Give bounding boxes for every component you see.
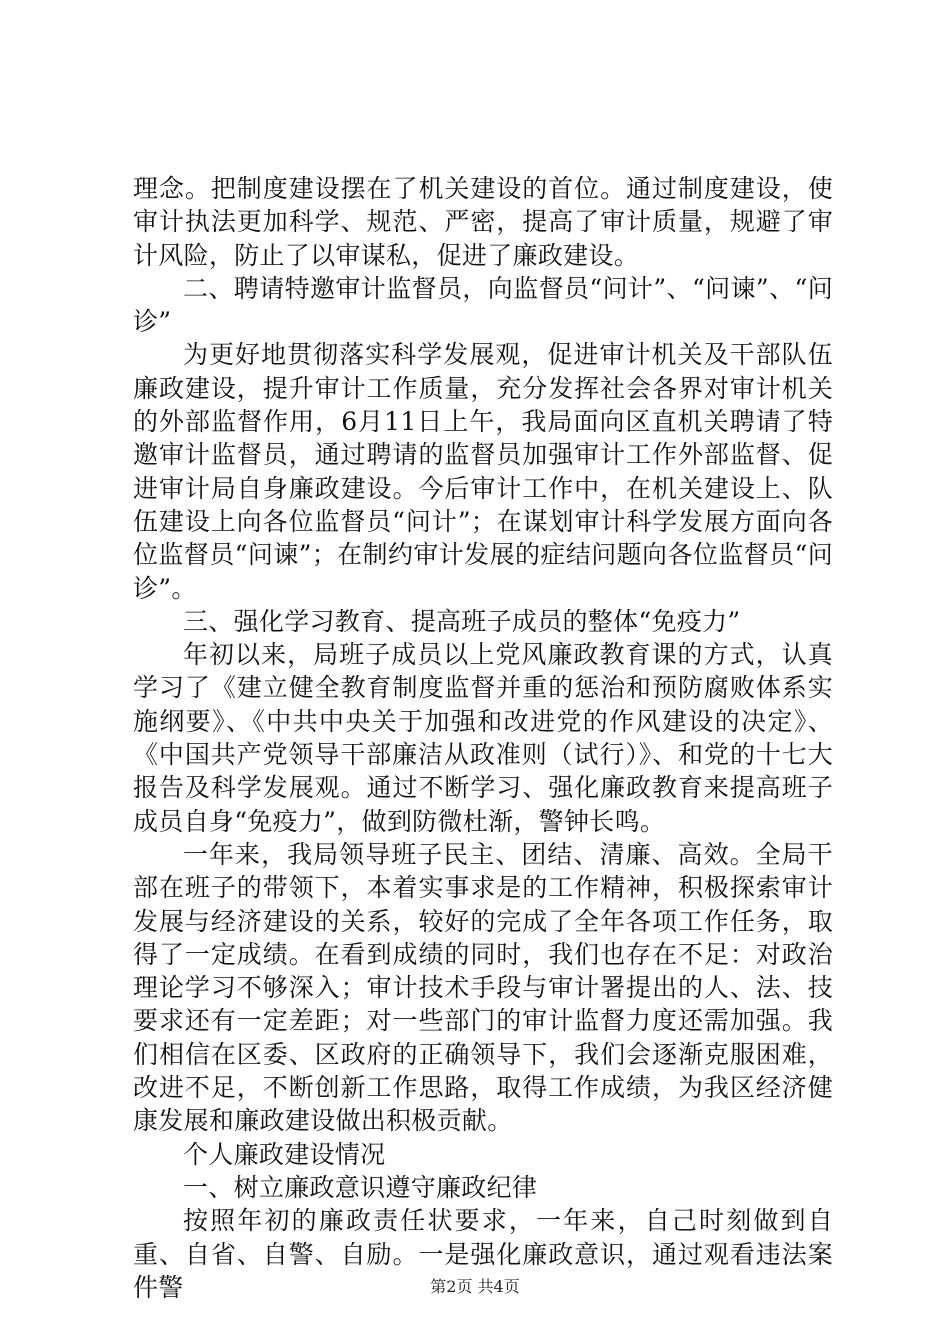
paragraph-continuation: 理念。把制度建设摆在了机关建设的首位。通过制度建设，使审计执法更加科学、规范、严密，提高了审计质量，规避了审计风险，防止了以审谋私，促进了廉政建设。: [133, 174, 833, 270]
paragraph-body: 年初以来，局班子成员以上党风廉政教育课的方式，认真学习了《建立健全教育制度监督并重的惩治和预防腐败体系实施纲要》、《中共中央关于加强和改进党的作风建设的决定》、《中国共产党领导干部廉洁从政准则（试行）》、和党的十七大报告及科学发展观。通过不断学习、强化廉政教育来提高班子成员自身“免疫力”，做到防微杜渐，警钟长鸣。: [133, 640, 833, 836]
section-heading-2: 二、聘请特邀审计监督员，向监督员“问计”、“问谏”、“问诊”: [133, 273, 833, 337]
section-heading-personal-1: 一、树立廉政意识遵守廉政纪律: [183, 1172, 538, 1202]
document-body: [133, 172, 833, 1304]
paragraph-body: 一年来，我局领导班子民主、团结、清廉、高效。全局干部在班子的带领下，本着实事求是的工作精神，积极探索审计发展与经济建设的关系，较好的完成了全年各项工作任务，取得了一定成绩。在看到成绩的同时，我们也存在不足：对政治理论学习不够深入；审计技术手段与审计署提出的人、法、技要求还有一定差距；对一些部门的审计监督力度还需加强。我们相信在区委、区政府的正确领导下，我们会逐渐克服困难，改进不足，不断创新工作思路，取得工作成绩，为我区经济健康发展和廉政建设做出积极贡献。: [133, 839, 833, 1136]
paragraph-body: 按照年初的廉政责任状要求，一年来，自己时刻做到自重、自省、自警、自励。一是强化廉政意识，通过观看违法案件警: [133, 1206, 833, 1302]
page-number-footer: 第2页 共4页: [430, 1277, 520, 1296]
paragraph-body: 为更好地贯彻落实科学发展观，促进审计机关及干部队伍廉政建设，提升审计工作质量，充分发挥社会各界对审计机关的外部监督作用，6月11日上午，我局面向区直机关聘请了特邀审计监督员，通过聘请的监督员加强审计工作外部监督、促进审计局自身廉政建设。今后审计工作中，在机关建设上、队伍建设上向各位监督员“问计”；在谋划审计科学发展方面向各位监督员“问谏”；在制约审计发展的症结问题向各位监督员“问诊”。: [133, 340, 833, 603]
section-heading-3: 三、强化学习教育、提高班子成员的整体“免疫力”: [183, 606, 741, 636]
section-heading-personal: 个人廉政建设情况: [183, 1139, 386, 1169]
